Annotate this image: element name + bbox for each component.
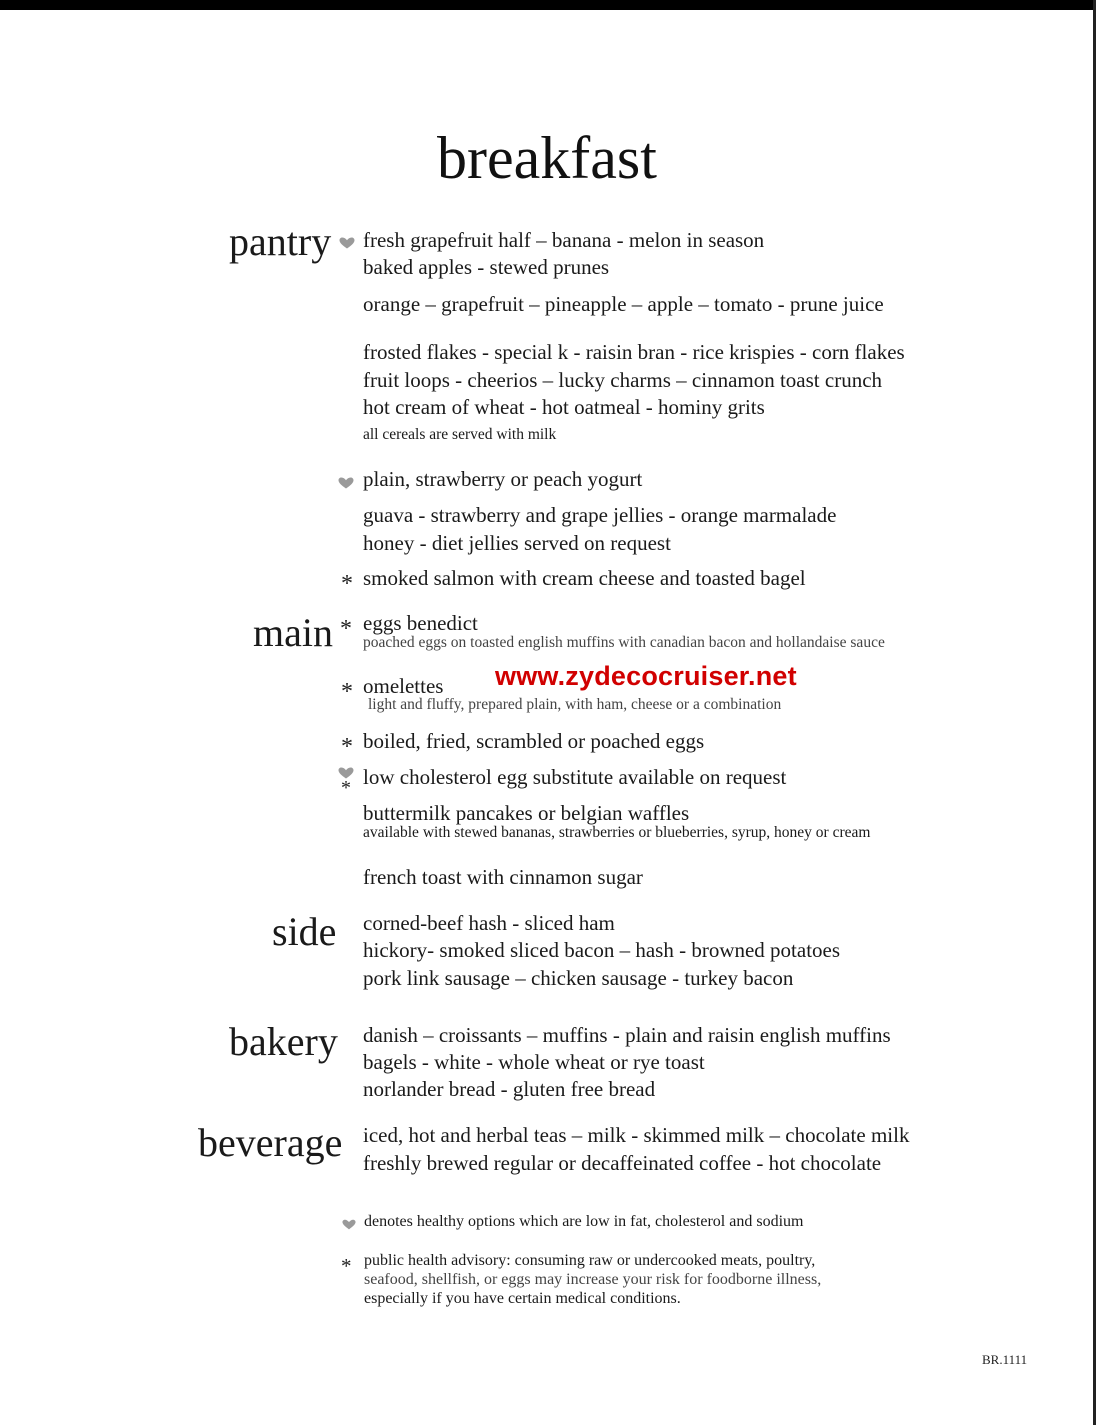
menu-code: BR.1111 xyxy=(982,1352,1028,1367)
side-line-1: corned-beef hash - sliced ham xyxy=(363,911,615,935)
section-heading-beverage: beverage xyxy=(198,1120,343,1165)
scan-top-edge xyxy=(0,0,1096,10)
main-benedict-title: eggs benedict xyxy=(363,611,478,635)
pantry-fruit-line-1: fresh grapefruit half – banana - melon in season xyxy=(363,228,765,252)
asterisk-marker: * xyxy=(341,734,353,760)
section-heading-pantry: pantry xyxy=(229,219,332,264)
watermark-url: www.zydecocruiser.net xyxy=(495,661,797,691)
pantry-jellies-line-1: guava - strawberry and grape jellies - orange marmalade xyxy=(363,503,837,527)
section-heading-side: side xyxy=(272,909,337,954)
footnote-advisory-line-1: public health advisory: consuming raw or undercooked meats, poultry, xyxy=(364,1252,816,1269)
footnote-advisory-line-3: especially if you have certain medical conditions. xyxy=(364,1290,681,1307)
main-benedict-desc: poached eggs on toasted english muffins with canadian bacon and hollandaise sauce xyxy=(363,634,885,651)
pantry-fruit-line-2: baked apples - stewed prunes xyxy=(363,255,610,279)
section-heading-main: main xyxy=(253,610,333,655)
main-pancakes-desc: available with stewed bananas, strawberries or blueberries, syrup, honey or cream xyxy=(363,824,871,841)
pantry-jellies-line-2: honey - diet jellies served on request xyxy=(363,531,671,555)
asterisk-marker: * xyxy=(341,1254,352,1278)
pantry-juice-line: orange – grapefruit – pineapple – apple – tomato - prune juice xyxy=(363,292,884,316)
main-french-toast-line: french toast with cinnamon sugar xyxy=(363,865,643,889)
asterisk-marker: * xyxy=(341,571,353,597)
pantry-salmon-line: smoked salmon with cream cheese and toasted bagel xyxy=(363,566,806,590)
pantry-cereal-line-1: frosted flakes - special k - raisin bran - rice krispies - corn flakes xyxy=(363,340,905,364)
side-line-2: hickory- smoked sliced bacon – hash - browned potatoes xyxy=(363,938,841,962)
main-eggs-line: boiled, fried, scrambled or poached eggs xyxy=(363,729,705,753)
page-title: breakfast xyxy=(437,125,657,191)
pantry-cereal-line-2: fruit loops - cheerios – lucky charms – cinnamon toast crunch xyxy=(363,368,883,392)
main-omelettes-desc: light and fluffy, prepared plain, with ham, cheese or a combination xyxy=(368,696,782,713)
footnote-healthy: denotes healthy options which are low in fat, cholesterol and sodium xyxy=(364,1213,804,1230)
pantry-cereal-note: all cereals are served with milk xyxy=(363,426,557,443)
section-heading-bakery: bakery xyxy=(229,1019,338,1064)
main-pancakes-title: buttermilk pancakes or belgian waffles xyxy=(363,801,690,825)
footnote-advisory-line-2: seafood, shellfish, or eggs may increase your risk for foodborne illness, xyxy=(364,1271,822,1288)
bakery-line-2: bagels - white - whole wheat or rye toast xyxy=(363,1050,705,1074)
main-substitute-line: low cholesterol egg substitute available on request xyxy=(363,765,787,789)
main-omelettes-title: omelettes xyxy=(363,674,444,698)
beverage-line-2: freshly brewed regular or decaffeinated coffee - hot chocolate xyxy=(363,1151,882,1175)
bakery-line-1: danish – croissants – muffins - plain and raisin english muffins xyxy=(363,1023,891,1047)
side-line-3: pork link sausage – chicken sausage - turkey bacon xyxy=(363,966,794,990)
heart-icon xyxy=(339,236,355,248)
asterisk-marker: * xyxy=(341,777,351,799)
heart-icon xyxy=(342,1217,356,1228)
pantry-yogurt-line: plain, strawberry or peach yogurt xyxy=(363,467,643,491)
asterisk-marker: * xyxy=(341,679,353,705)
asterisk-marker: * xyxy=(340,616,352,642)
heart-icon xyxy=(338,476,354,488)
bakery-line-3: norlander bread - gluten free bread xyxy=(363,1077,656,1101)
beverage-line-1: iced, hot and herbal teas – milk - skimmed milk – chocolate milk xyxy=(363,1123,910,1147)
pantry-cereal-line-3: hot cream of wheat - hot oatmeal - hominy grits xyxy=(363,395,765,419)
